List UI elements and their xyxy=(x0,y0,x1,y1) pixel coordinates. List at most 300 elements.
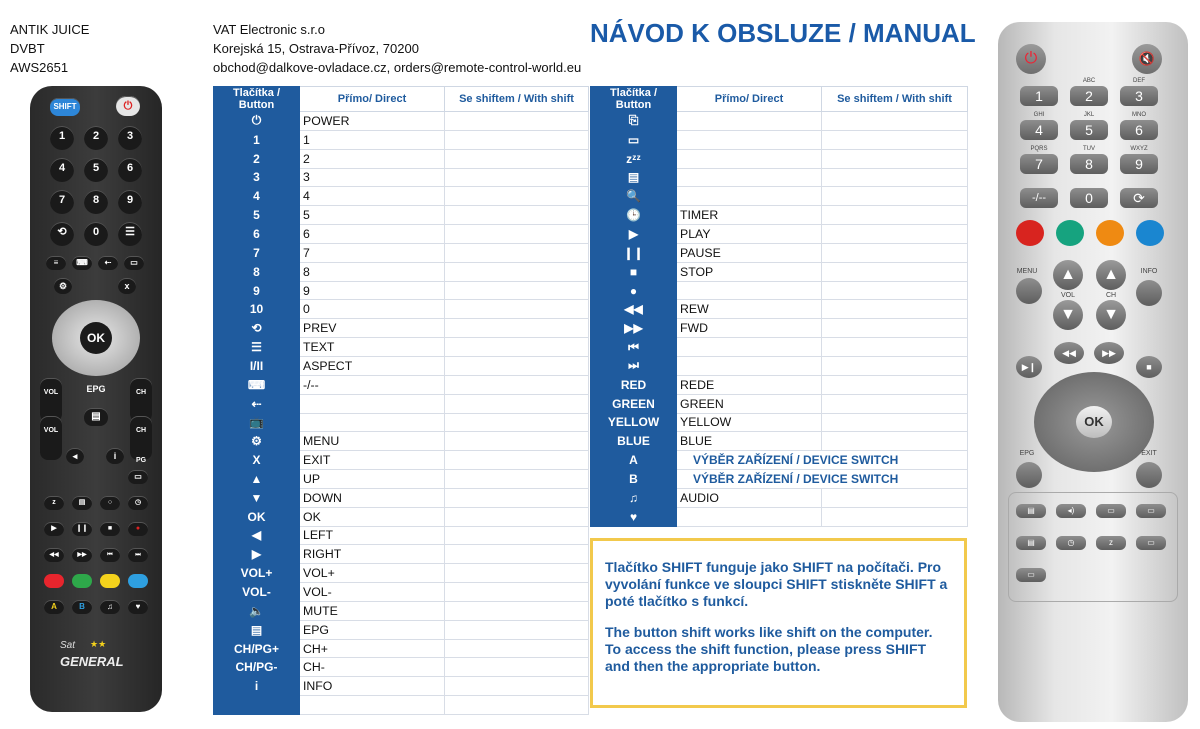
blue-button[interactable] xyxy=(128,574,148,588)
button-key-cell: 4 xyxy=(214,187,300,206)
button-key-cell: VOL+ xyxy=(214,564,300,583)
direct-cell: EXIT xyxy=(300,451,445,470)
sleep-button[interactable] xyxy=(44,496,64,510)
search-button[interactable] xyxy=(100,496,120,510)
direct-cell xyxy=(677,281,822,300)
table-row xyxy=(214,601,589,620)
sleep-icon: z xyxy=(52,499,56,506)
pause-button[interactable] xyxy=(72,522,92,536)
shift-cell xyxy=(445,526,589,545)
digit-button[interactable]: 8 xyxy=(84,190,108,214)
table-row xyxy=(591,168,968,187)
skip-forward-icon: ⏭ xyxy=(135,552,141,558)
direct-cell: AUDIO xyxy=(677,488,822,507)
digit-button[interactable]: 0 xyxy=(1070,188,1108,208)
shift-cell xyxy=(822,206,968,225)
aspect-icon: ≡ xyxy=(53,258,59,267)
shift-cell xyxy=(445,601,589,620)
b-button[interactable]: B xyxy=(72,600,92,614)
shift-cell xyxy=(822,356,968,375)
digits-mode-button[interactable]: -/-- xyxy=(1020,188,1058,208)
key-sublabel: MNO xyxy=(1132,112,1146,118)
column-header-button: Tlačítka / Button xyxy=(591,87,677,112)
button-key-cell: ▶ xyxy=(214,545,300,564)
product-info xyxy=(10,20,89,77)
brand-logo: GENERAL xyxy=(60,654,124,669)
shift-cell xyxy=(445,300,589,319)
usb-button[interactable] xyxy=(98,256,118,270)
button-key-cell: OK xyxy=(214,507,300,526)
shift-cell xyxy=(822,338,968,357)
shift-cell xyxy=(445,658,589,677)
function-button[interactable] xyxy=(1096,504,1126,518)
table-row xyxy=(214,470,589,489)
forward-icon: ▶▶ xyxy=(77,552,87,558)
table-row xyxy=(214,545,589,564)
exit-button[interactable] xyxy=(1136,462,1162,488)
direct-cell: 8 xyxy=(300,262,445,281)
button-key-cell: 8 xyxy=(214,262,300,281)
mute-button[interactable] xyxy=(1132,44,1162,74)
shift-cell xyxy=(822,225,968,244)
shift-cell xyxy=(822,281,968,300)
direct-cell: 7 xyxy=(300,243,445,262)
shift-cell xyxy=(822,243,968,262)
table-row xyxy=(214,262,589,281)
orange-button[interactable] xyxy=(1096,220,1124,246)
shift-cell xyxy=(445,583,589,602)
shift-cell xyxy=(822,187,968,206)
aspect-button[interactable] xyxy=(46,256,66,270)
gear-icon: ⚙ xyxy=(58,281,68,291)
epg-button[interactable] xyxy=(84,408,108,426)
table-row xyxy=(591,262,968,281)
button-key-cell: ▶▶ xyxy=(591,319,677,338)
menu-button[interactable] xyxy=(1016,278,1042,304)
direct-cell: 2 xyxy=(300,149,445,168)
button-key-cell: ▭ xyxy=(591,130,677,149)
skip-back-icon: ⏮ xyxy=(107,552,113,558)
arrow-down-icon: ▼ xyxy=(1103,306,1119,323)
ch-down-button[interactable] xyxy=(1096,300,1126,330)
direct-cell: VÝBĚR ZAŘÍZENÍ / DEVICE SWITCH xyxy=(677,451,968,470)
direct-cell: PLAY xyxy=(677,225,822,244)
subtitle-button[interactable] xyxy=(128,470,148,484)
digit-button[interactable]: 3 xyxy=(118,126,142,150)
direct-cell: EPG xyxy=(300,620,445,639)
button-key-cell: VOL- xyxy=(214,583,300,602)
arrow-up-icon: ▲ xyxy=(1060,266,1076,283)
table-row xyxy=(214,696,589,715)
power-button[interactable] xyxy=(116,96,140,116)
direct-cell: ASPECT xyxy=(300,356,445,375)
shift-cell xyxy=(445,319,589,338)
shift-cell xyxy=(445,168,589,187)
digit-button[interactable]: 1 xyxy=(1020,86,1058,106)
table-row xyxy=(591,338,968,357)
rewind-icon: ◀◀ xyxy=(49,552,59,558)
epg-icon: ▤ xyxy=(91,411,101,422)
recall-icon: ⟳ xyxy=(1133,190,1145,206)
button-key-cell: ♫ xyxy=(591,488,677,507)
audio-button[interactable] xyxy=(100,600,120,614)
keyboard-icon: ⌨ xyxy=(76,258,88,267)
menu-label: MENU xyxy=(1016,268,1038,275)
button-key-cell: ⌨ xyxy=(214,375,300,394)
remote-control-black xyxy=(30,86,162,712)
direct-cell: 3 xyxy=(300,168,445,187)
clock-icon: ◷ xyxy=(1067,538,1075,547)
shift-cell xyxy=(445,206,589,225)
recall-button[interactable] xyxy=(1120,188,1158,208)
direct-cell: CH- xyxy=(300,658,445,677)
rewind-button[interactable] xyxy=(44,548,64,562)
table-row xyxy=(214,677,589,696)
shift-note-english: The button shift works like shift on the computer. To access the shift function, please press SHIFT and then the appropriate button. xyxy=(605,624,933,674)
ok-button[interactable]: OK xyxy=(1076,406,1112,438)
power-icon: ⏻ xyxy=(123,100,133,112)
direct-cell: UP xyxy=(300,470,445,489)
direct-cell: REDE xyxy=(677,375,822,394)
table-row xyxy=(591,319,968,338)
column-header-direct: Přímo/ Direct xyxy=(677,87,822,112)
epg-button[interactable] xyxy=(1016,462,1042,488)
table-row xyxy=(591,470,968,489)
button-key-cell: 9 xyxy=(214,281,300,300)
table-row xyxy=(214,620,589,639)
vol-up-button[interactable] xyxy=(1053,260,1083,290)
button-key-cell: ▼ xyxy=(214,488,300,507)
arrow-down-icon: ▼ xyxy=(1060,306,1076,323)
table-row xyxy=(591,206,968,225)
table-row xyxy=(214,225,589,244)
direct-cell: PAUSE xyxy=(677,243,822,262)
green-button[interactable] xyxy=(1056,220,1084,246)
shift-note xyxy=(590,538,967,708)
mute-button[interactable] xyxy=(66,448,84,464)
button-key-cell: ⇠ xyxy=(214,394,300,413)
direct-cell xyxy=(677,356,822,375)
function-button[interactable] xyxy=(1096,536,1126,550)
text-button[interactable] xyxy=(118,222,142,246)
table-row xyxy=(214,356,589,375)
shift-cell xyxy=(822,432,968,451)
digit-button[interactable]: 6 xyxy=(1120,120,1158,140)
shift-cell xyxy=(445,394,589,413)
table-row xyxy=(214,394,589,413)
direct-cell: 9 xyxy=(300,281,445,300)
info-button[interactable] xyxy=(1136,280,1162,306)
digit-button[interactable]: 8 xyxy=(1070,154,1108,174)
digit-button[interactable]: 9 xyxy=(118,190,142,214)
direct-cell: DOWN xyxy=(300,488,445,507)
function-button[interactable] xyxy=(1136,536,1166,550)
direct-cell: VOL- xyxy=(300,583,445,602)
vol-label: VOL xyxy=(1060,292,1075,299)
stop-button[interactable] xyxy=(1136,356,1162,378)
direct-cell: PREV xyxy=(300,319,445,338)
product-line: ANTIK JUICE xyxy=(10,22,90,37)
button-key-cell: ⟲ xyxy=(214,319,300,338)
table-row xyxy=(591,225,968,244)
table-row xyxy=(591,356,968,375)
digit-button[interactable]: 2 xyxy=(1070,86,1108,106)
shift-cell xyxy=(822,112,968,131)
direct-cell: STOP xyxy=(677,262,822,281)
key-sublabel: PQRS xyxy=(1030,146,1048,152)
digit-button[interactable]: 7 xyxy=(1020,154,1058,174)
button-key-cell: ⏻ xyxy=(214,112,300,131)
rewind-icon: ◀◀ xyxy=(1062,348,1076,358)
company-info xyxy=(213,20,581,77)
direct-cell xyxy=(300,394,445,413)
button-key-cell: 6 xyxy=(214,225,300,244)
direct-cell: 0 xyxy=(300,300,445,319)
info-icon: i xyxy=(113,451,117,461)
green-button[interactable] xyxy=(72,574,92,588)
epg-label: EPG xyxy=(86,384,106,394)
function-button[interactable] xyxy=(1056,504,1086,518)
shift-cell xyxy=(445,620,589,639)
digit-button[interactable]: 6 xyxy=(118,158,142,182)
button-key-cell: ⏭ xyxy=(591,356,677,375)
prev-icon: ⟲ xyxy=(57,226,67,238)
button-key-cell: 2 xyxy=(214,149,300,168)
yellow-button[interactable] xyxy=(100,574,120,588)
direct-cell: BLUE xyxy=(677,432,822,451)
direct-cell: 5 xyxy=(300,206,445,225)
digit-button[interactable]: 3 xyxy=(1120,86,1158,106)
shift-note-czech: Tlačítko SHIFT funguje jako SHIFT na počítači. Pro vyvolání funkce ve sloupci SHIFT stiskněte SHIFT a poté tlačítko s funkcí. xyxy=(605,559,948,609)
key-sublabel: DEF xyxy=(1133,78,1145,84)
function-button[interactable] xyxy=(1056,536,1086,550)
digits-mode-button[interactable] xyxy=(72,256,92,270)
table-row xyxy=(214,149,589,168)
digit-button[interactable]: 7 xyxy=(50,190,74,214)
shift-cell xyxy=(822,394,968,413)
key-sublabel: ABC xyxy=(1082,78,1096,84)
shift-cell xyxy=(822,149,968,168)
button-key-cell: BLUE xyxy=(591,432,677,451)
ch-up-button[interactable] xyxy=(1096,260,1126,290)
table-row xyxy=(214,187,589,206)
list-button[interactable] xyxy=(72,496,92,510)
table-row xyxy=(591,451,968,470)
direct-cell: 4 xyxy=(300,187,445,206)
sleep-icon: z xyxy=(1109,538,1113,547)
table-row xyxy=(214,375,589,394)
direct-cell: 6 xyxy=(300,225,445,244)
button-key-cell: 10 xyxy=(214,300,300,319)
company-name: VAT Electronic s.r.o xyxy=(213,22,325,37)
table-row xyxy=(591,432,968,451)
a-button[interactable]: A xyxy=(44,600,64,614)
shift-cell xyxy=(445,149,589,168)
button-key-cell: 🔍 xyxy=(591,187,677,206)
digit-button[interactable]: 4 xyxy=(1020,120,1058,140)
info-button[interactable] xyxy=(106,448,124,464)
shift-cell xyxy=(822,300,968,319)
brand-top-label: Sat xyxy=(60,640,76,651)
search-icon: ○ xyxy=(107,499,113,506)
key-sublabel: GHI xyxy=(1033,112,1045,118)
menu-button[interactable] xyxy=(54,278,72,294)
forward-button[interactable] xyxy=(72,548,92,562)
direct-cell xyxy=(677,112,822,131)
digit-button[interactable]: 2 xyxy=(84,126,108,150)
table-row xyxy=(591,130,968,149)
button-key-cell: ♥ xyxy=(591,507,677,526)
shift-cell xyxy=(445,488,589,507)
direct-cell: POWER xyxy=(300,112,445,131)
button-key-cell: I/II xyxy=(214,356,300,375)
direct-cell: CH+ xyxy=(300,639,445,658)
function-button[interactable] xyxy=(1016,568,1046,582)
column-header-shift: Se shiftem / With shift xyxy=(822,87,968,112)
shift-cell xyxy=(445,375,589,394)
digit-button[interactable]: 5 xyxy=(1070,120,1108,140)
tv-button[interactable] xyxy=(124,256,144,270)
direct-cell xyxy=(677,338,822,357)
info-label: INFO xyxy=(1140,268,1158,275)
button-key-cell: 🔈 xyxy=(214,601,300,620)
shift-cell xyxy=(822,319,968,338)
shift-cell xyxy=(822,413,968,432)
play-button[interactable] xyxy=(44,522,64,536)
mute-icon: 🔇 xyxy=(1138,51,1156,66)
direct-cell: YELLOW xyxy=(677,413,822,432)
direct-cell xyxy=(677,149,822,168)
record-icon: ● xyxy=(135,525,141,532)
power-button[interactable] xyxy=(1016,44,1046,74)
table-row xyxy=(214,451,589,470)
shift-cell xyxy=(445,545,589,564)
play-pause-button[interactable] xyxy=(1016,356,1042,378)
shift-cell xyxy=(445,243,589,262)
prev-button[interactable] xyxy=(50,222,74,246)
forward-button[interactable] xyxy=(1094,342,1124,364)
key-sublabel: WXYZ xyxy=(1130,146,1148,152)
red-button[interactable] xyxy=(1016,220,1044,246)
table-row xyxy=(591,149,968,168)
direct-cell: MENU xyxy=(300,432,445,451)
key-sublabel: TUV xyxy=(1083,146,1095,152)
button-key-cell: ▤ xyxy=(591,168,677,187)
function-button[interactable] xyxy=(1016,536,1046,550)
direct-cell xyxy=(677,507,822,526)
button-key-cell: ⎘ xyxy=(591,112,677,131)
digit-button[interactable]: 9 xyxy=(1120,154,1158,174)
table-row xyxy=(214,300,589,319)
button-key-cell: 3 xyxy=(214,168,300,187)
table-row xyxy=(214,243,589,262)
shift-cell xyxy=(822,488,968,507)
window-icon: ▭ xyxy=(1027,570,1035,579)
shift-cell xyxy=(445,564,589,583)
table-row xyxy=(214,319,589,338)
clock-icon: ◷ xyxy=(134,499,142,506)
shift-cell xyxy=(445,130,589,149)
table-row xyxy=(591,413,968,432)
shift-cell xyxy=(445,356,589,375)
direct-cell: GREEN xyxy=(677,394,822,413)
vol-down-button[interactable] xyxy=(1053,300,1083,330)
table-row xyxy=(591,243,968,262)
button-key-cell: ● xyxy=(591,281,677,300)
rewind-button[interactable] xyxy=(1054,342,1084,364)
screen-icon: ▭ xyxy=(1107,506,1115,515)
button-key-cell: B xyxy=(591,470,677,489)
music-note-icon: ♫ xyxy=(107,602,113,611)
exit-label: EXIT xyxy=(1141,450,1157,457)
table-row xyxy=(214,130,589,149)
company-email: obchod@dalkove-ovladace.cz, orders@remote-control-world.eu xyxy=(213,60,582,75)
direct-cell: VOL+ xyxy=(300,564,445,583)
mute-icon: ◂ xyxy=(72,451,78,461)
shift-button[interactable]: SHIFT xyxy=(50,98,80,116)
function-button[interactable] xyxy=(1016,504,1046,518)
stop-button[interactable] xyxy=(100,522,120,536)
direct-cell xyxy=(300,696,445,715)
table-row xyxy=(214,112,589,131)
digit-button[interactable]: 4 xyxy=(50,158,74,182)
text-icon: ☰ xyxy=(125,226,135,238)
table-row xyxy=(591,281,968,300)
digit-button[interactable]: 0 xyxy=(84,222,108,246)
shift-cell xyxy=(445,187,589,206)
shift-cell xyxy=(822,130,968,149)
digit-button[interactable]: 5 xyxy=(84,158,108,182)
shift-cell xyxy=(445,225,589,244)
blue-button[interactable] xyxy=(1136,220,1164,246)
favorite-button[interactable] xyxy=(128,600,148,614)
column-header-direct: Přímo/ Direct xyxy=(300,87,445,112)
list-icon: ▤ xyxy=(78,499,86,506)
stop-icon: ■ xyxy=(107,525,113,532)
ok-button[interactable]: OK xyxy=(80,322,112,354)
shift-cell xyxy=(445,262,589,281)
table-row xyxy=(214,583,589,602)
pause-icon: ❙❙ xyxy=(76,525,88,532)
shift-cell xyxy=(445,338,589,357)
shift-cell xyxy=(445,281,589,300)
record-button[interactable] xyxy=(128,522,148,536)
ch-down-button[interactable]: CH PG xyxy=(130,416,152,460)
direct-cell xyxy=(677,187,822,206)
vol-up-button[interactable]: VOL xyxy=(40,378,62,422)
vol-down-button[interactable]: VOL xyxy=(40,416,62,460)
shift-cell xyxy=(445,507,589,526)
red-button[interactable] xyxy=(44,574,64,588)
table-row xyxy=(214,432,589,451)
subtitle-icon: ▭ xyxy=(1147,506,1155,515)
list-icon: ▤ xyxy=(1027,538,1035,547)
usb-icon: ⇠ xyxy=(104,258,112,267)
table-row xyxy=(591,112,968,131)
digit-button[interactable]: 1 xyxy=(50,126,74,150)
button-key-cell: ❙❙ xyxy=(591,243,677,262)
table-row xyxy=(214,564,589,583)
exit-button[interactable] xyxy=(118,278,136,294)
timer-button[interactable] xyxy=(128,496,148,510)
ch-up-button[interactable]: CH xyxy=(130,378,152,422)
button-key-cell: 7 xyxy=(214,243,300,262)
prev-track-button[interactable] xyxy=(100,548,120,562)
next-track-button[interactable] xyxy=(128,548,148,562)
button-key-cell: ▶ xyxy=(591,225,677,244)
direct-cell: 1 xyxy=(300,130,445,149)
function-button[interactable] xyxy=(1136,504,1166,518)
